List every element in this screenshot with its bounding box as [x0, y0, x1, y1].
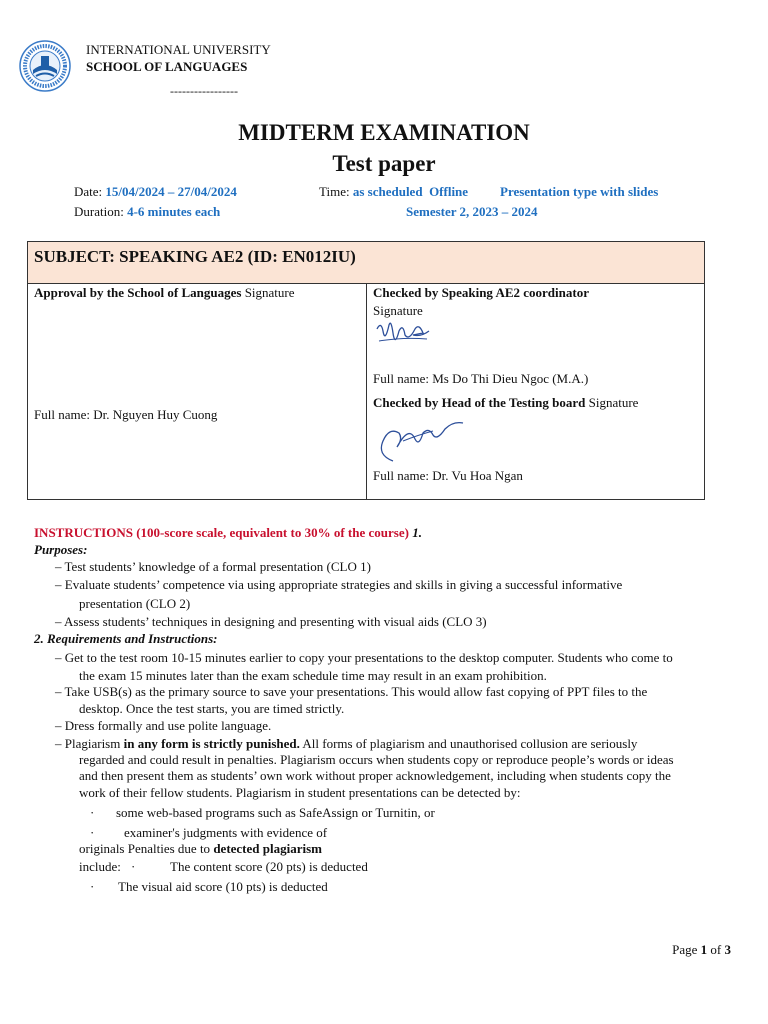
req-4: [55, 736, 637, 752]
penalty-2: The visual aid score (10 pts) is deducted: [118, 879, 328, 894]
page-title: MIDTERM EXAMINATION: [238, 120, 530, 145]
signature-coordinator-icon: [373, 317, 433, 351]
table-divider: [366, 284, 367, 499]
instructions-title: INSTRUCTIONS (100-score scale, equivalent to 30% of the course): [34, 525, 409, 540]
checked1-heading: Checked by Speaking AE2 coordinator: [373, 285, 589, 300]
page-number: [672, 942, 731, 958]
purpose-2-cont: presentation (CLO 2): [79, 596, 191, 611]
purpose-2: – Evaluate students’ competence via using appropriate strategies and skills in giving a successful informative: [55, 577, 623, 592]
requirements-heading: 2. Requirements and Instructions:: [34, 631, 218, 646]
purposes-heading: Purposes:: [34, 542, 88, 557]
req-3: – Dress formally and use polite language.: [55, 718, 272, 733]
duration-value: 4-6 minutes each: [127, 204, 221, 219]
detect-2: examiner's judgments with evidence of: [124, 825, 328, 840]
bullet-3: ·: [131, 859, 136, 874]
duration-line: [74, 204, 220, 220]
req-2: – Take USB(s) as the primary source to save your presentations. This would allow fast copying of PPT files to the: [55, 684, 648, 699]
approval-signature-label: Signature: [241, 285, 295, 300]
approval-table: [27, 241, 705, 500]
mode-value: Offline: [429, 184, 469, 199]
detect-3-pre: originals Penalties due to: [79, 841, 214, 856]
detect-3-bold: detected plagiarism: [213, 841, 322, 856]
detect-1: some web-based programs such as SafeAssign or Turnitin, or: [116, 805, 435, 820]
checked1-signature-label: Signature: [373, 303, 423, 318]
page-of-label: of: [707, 942, 725, 957]
checked1-name: Full name: Ms Do Thi Dieu Ngoc (M.A.): [373, 371, 589, 386]
checked2-bold: Checked by Head of the Testing board: [373, 395, 586, 410]
university-name: INTERNATIONAL UNIVERSITY: [86, 42, 271, 57]
bullet-1: ·: [90, 805, 95, 820]
time-line: [319, 184, 468, 200]
req-2-cont: desktop. Once the test starts, you are timed strictly.: [79, 701, 345, 716]
date-line: [74, 184, 237, 200]
bullet-2: ·: [90, 825, 95, 840]
time-label: Time:: [319, 184, 350, 199]
penalty-include-label: include:: [79, 859, 121, 874]
instructions-heading: [34, 525, 422, 541]
checked2-signature-label: Signature: [585, 395, 639, 410]
separator: -----------------: [170, 84, 238, 98]
req-4-post: All forms of plagiarism and unauthorised collusion are seriously: [299, 736, 638, 751]
bullet-4: ·: [90, 879, 95, 894]
section-number-1: 1.: [408, 525, 422, 540]
school-name: SCHOOL OF LANGUAGES: [86, 59, 248, 74]
req-1: – Get to the test room 10-15 minutes earlier to copy your presentations to the desktop computer. Students who come to: [55, 650, 673, 665]
checked2-name: Full name: Dr. Vu Hoa Ngan: [373, 468, 523, 483]
page-current: 1: [700, 942, 708, 957]
date-value: 15/04/2024 – 27/04/2024: [105, 184, 237, 199]
req-4-pre: – Plagiarism: [55, 736, 124, 751]
req-4-line-3: and then present them as students’ own work without proper acknowledgement, including when students copy the: [79, 768, 671, 783]
signature-testing-head-icon: [373, 417, 468, 467]
subject-row: [28, 242, 704, 284]
approval-bold: Approval by the School of Languages: [34, 285, 242, 300]
date-label: Date:: [74, 184, 103, 199]
time-value: as scheduled: [352, 184, 423, 199]
approval-name: Full name: Dr. Nguyen Huy Cuong: [34, 407, 218, 422]
req-1-cont: the exam 15 minutes later than the exam schedule time may result in an exam prohibition.: [79, 668, 547, 683]
detect-3: [79, 841, 322, 857]
subject-title: SUBJECT: SPEAKING AE2 (ID: EN012IU): [34, 247, 356, 266]
duration-label: Duration:: [74, 204, 124, 219]
purpose-3: – Assess students’ techniques in designing and presenting with visual aids (CLO 3): [55, 614, 487, 629]
university-seal-icon: [19, 40, 71, 92]
checked2-heading: [373, 395, 638, 411]
page-total: 3: [724, 942, 731, 957]
presentation-type: Presentation type with slides: [500, 184, 659, 199]
page-label: Page: [672, 942, 701, 957]
page-subtitle: Test paper: [332, 151, 436, 176]
req-4-line-2: regarded and could result in penalties. Plagiarism occurs when students copy or reproduce people’s words or ideas: [79, 752, 674, 767]
req-4-line-4: work of their fellow students. Plagiarism in student presentations can be detected by:: [79, 785, 521, 800]
approval-heading: [34, 285, 295, 301]
semester: Semester 2, 2023 – 2024: [406, 204, 538, 219]
penalty-1: The content score (20 pts) is deducted: [170, 859, 368, 874]
req-4-bold: in any form is strictly punished.: [123, 736, 300, 751]
purpose-1: – Test students’ knowledge of a formal presentation (CLO 1): [55, 559, 371, 574]
